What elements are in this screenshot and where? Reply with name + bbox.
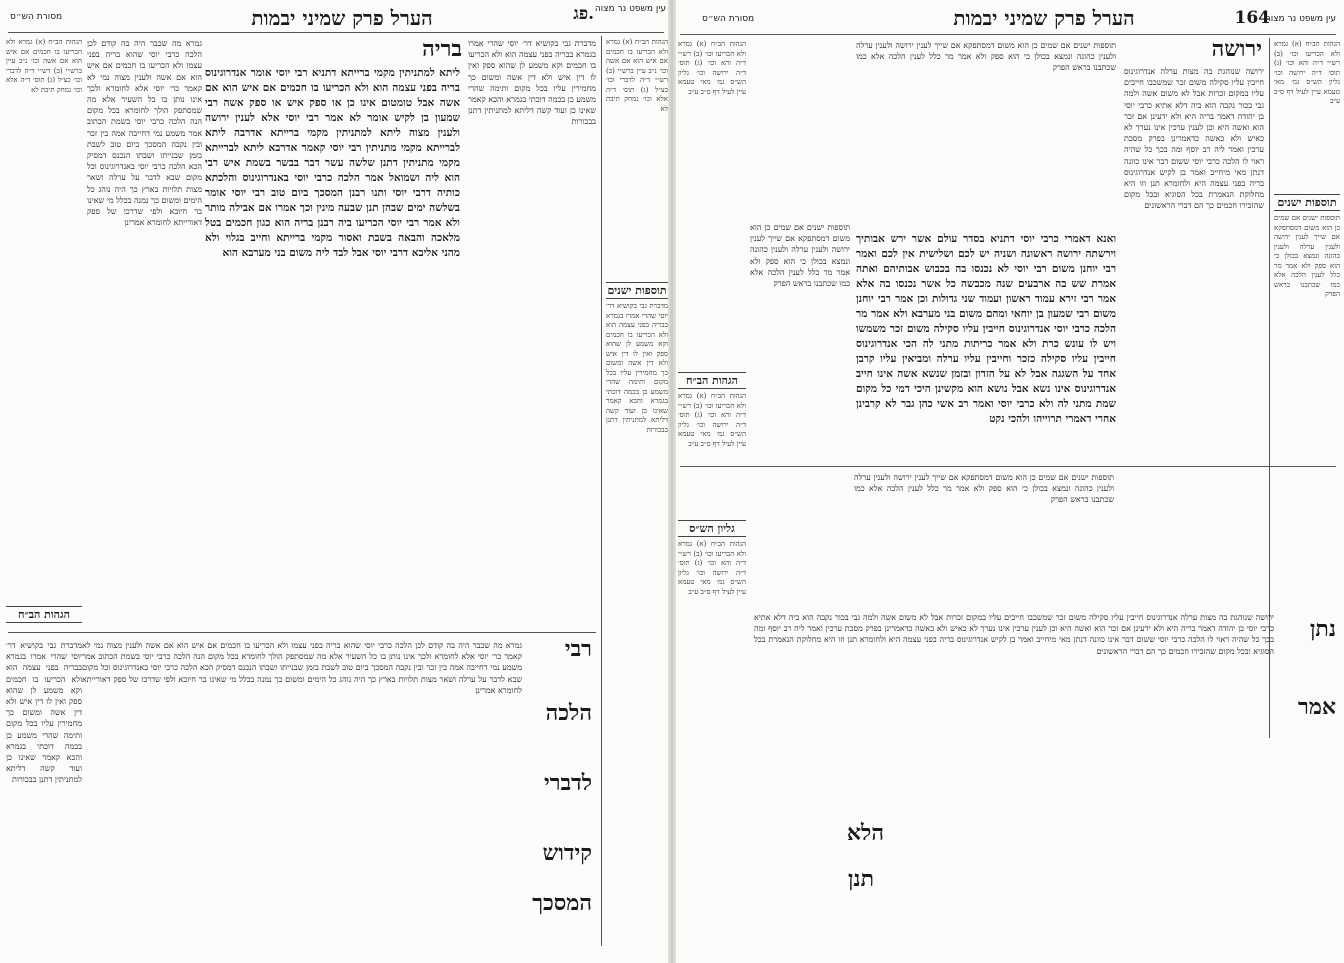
right-page-number: 164 [1234, 8, 1270, 28]
book-gutter [668, 0, 676, 963]
right-ein-mishpat-label: עין משפט נר מצוה [1264, 14, 1336, 24]
left-gemara-opening-word: בריה [422, 36, 462, 62]
left-ein-mishpat-column: הגהות הב״ח (א) גמרא ולא הכריעו בו חכמים אם איש הוא אם אשה וכו׳ נ״ב עיין ברש״י (ב) רש״י ד״ה לדברי וכו׳ כצ״ל (ג) תוס׳ ד״ה אלא וכו׳ נמחק תיבת לא [606, 38, 668, 113]
left-gemara-text: ליתא למתניתין מקמי ברייתא דתניא רבי יוסי אומר אנדרוגינוס בריה בפני עצמה הוא ולא הכריעו בו חכמים אם איש הוא אם אשה אבל טומטום אינו כן או ספק איש או ספק אשה רבי שמעון בן לקיש אומר לא אמר רבי יוסי אלא לענין ירושה ולענין מצוה ליתא למתניתין מקמי ברייתא אדרבה ליתא לברייתא מקמי מתניתין רבי יוסי קאמר אדרבא ליתא לברייתא מקמי מתניתין דתנן שלשה עשר דבר בבשר בשמת איש רבי הוא ליה ושמואל אמר הלכה כרבי יוסי באנדרוגינוס והלכתא כותיה דרבי יוסי ותנו רבנן המסכך ביום טוב רבי יוסי אומר בשלשה ימים שבהן תנן שבעה מינין וכך אמרו אם אבילה מותר ולא אמר רבי יוסי הכריעו ביה רבנן בריה הוא כגון חכמים בטל מלאכה והבאה בשבת ואסור מקמי ברייתא וחייב בגלוי ולא מהני אליבא דרבי יוסי אבל לבד ליה משום בני מערבא הוא [205, 67, 460, 259]
right-page-header-title: הערל פרק שמיני יבמות [953, 6, 1135, 30]
left-rashi-opening-rabbi: רבי [564, 636, 592, 662]
right-ein-mishpat-column: הגהות הב״ח (א) גמרא ולא הכריעו וכו׳ (ב) רש״י ד״ה והא וכו׳ (ג) תוס׳ ד״ה ירושה וכו׳ גליון הש״ס גמ׳ מאי טעמא עיין לעיל דף ס״ב ע״ב [1274, 40, 1340, 105]
left-lower-commentary: גמרא מה שכבר היה בה קודם לכן הלכה כרבי יוסי שהוא בריה בפני עצמו ולא הכריעו בו חכמים אם איש הוא אם אשה ולענין מצוה נמי לא קאמר כר׳ יוסי אלא לחומרא ולכך אינו נותן בו כל השעיר אלא מה שמסתפק הולך לחומרא בכל מקום הנה הלכה כרבי יוסי בשמת הכתוב אמר משמע נמי דחייבה אמה בין זכר ובין נקבה המסכך ביום טוב לשבת בזמן שבנייתו ושבתו הנכנס דמסיק הכא הלכה כרבי יוסי באנדרוגינוס וכל מקום שבא לדבר על ערלה ושאר מצות תלויות בארץ כך היה נוהג כל הימים ומשום כך נמנה בכלל מי שאינו בר חיובא ולפי שדרכו של ספק דאורייתא לחומרא אמרינן [82, 641, 522, 695]
right-hagahot-heading: הגהות הב״ח [678, 372, 746, 389]
right-tosafot-top-block: תוספות ישנים אם שמים כן הוא משום דמסתפקא אם שייך לענין ירושה ולענין ערלה ולענין כהונה ונמצא בכולן כי הוא ספק ולא אמר מר כלל לענין הלכה אלא כמו שכתבנו בראש הפרק [856, 41, 1116, 73]
left-folio-number: פג. [573, 4, 594, 24]
right-lower-rule [680, 466, 1336, 467]
left-rashi-opening-halacha: הלכה [545, 700, 592, 726]
left-lower-rule [8, 632, 596, 633]
left-ein-mishpat-label: עין משפט נר מצוה [594, 4, 666, 14]
left-rashi-opening-kidush: קידוש [542, 840, 592, 866]
right-rashi-column: ירושה שנוהגת בה מצות ערלה אנדרוגינוס חייבין עליו סקילה משום זכר שמשכבו חייבים עליו במקום זכרות אבל לא משום אשה ולמה גבי בכור נקבה הוא ביה דלא אתיא כרבי יוסי בן יהודה דאמר בריה היא ולא ידעינן אם זכר הוא ואשה היא וכן לענין ערכין אינו נערך לא כאיש ולא כאשה כדאמרינן בפרק מסכת ערכין ואמר ליה רב יוסף ומה בכך כל שהיה ראוי לו הלכה כרבי יוסי ששום דבר אינו כוונה דנתן מאי מיחייב ואמר בן לקיש אנדרוגינוס בריה בפני עצמה היא ולחומרא תנן וזו היא מחלוקת הנאמרת בכל הסוגיא ובכל מקום שהזכירו חכמים כך הם דברי הראשונים [1124, 67, 1264, 211]
left-lower-inner-commentary: מדברת גבי בקושיא דר׳ יוסי שהרי אמרו בגמרא בבריה בפני עצמה הוא ולא הכריעו בו חכמים וקא משמע לן שהוא ספק ואין לו דין איש ולא דין אשה ומשום כך מחמירין עליו בכל מקום ותימה שהרי משמע כן בכמה דוכתי בגמרא והכא קאמר שאינו כן ועוד קשה דליתא למתניתין דתנן בבכורות [6, 641, 82, 785]
right-rashi-opening-hala: הלא [846, 820, 884, 846]
left-hagahot-heading: הגהות הב״ח [6, 606, 82, 623]
right-masoret-column: הגהות הב״ח (א) גמרא ולא הכריעו וכו׳ (ב) רש״י ד״ה והא וכו׳ (ג) תוס׳ ד״ה ירושה וכו׳ גליון הש״ס גמ׳ מאי טעמא עיין לעיל דף ס״ב ע״ב [678, 40, 746, 96]
left-masoret-column: הגהות הב״ח (א) גמרא ולא הכריעו בו חכמים אם איש הוא אם אשה וכו׳ נ״ב עיין ברש״י (ב) רש״י ד״ה לדברי וכו׳ כצ״ל (ג) תוס׳ ד״ה אלא וכו׳ נמחק תיבת לא [6, 38, 82, 94]
right-rashi-opening-tanan: תנן [847, 866, 874, 892]
right-tosafot-yeshanim-column: תוספות ישנים אם שמים כן הוא משום דמסתפקא אם שייך לענין ירושה ולענין ערלה ולענין כהונה ונמצא בכולן כי הוא ספק ולא אמר מר כלל לענין הלכה אלא כמו שכתבנו בראש הפרק [1274, 214, 1340, 298]
right-rashi-opening-yerusha: ירושה [1211, 36, 1262, 62]
right-page [672, 0, 1344, 963]
right-mid-commentary: תוספות ישנים אם שמים כן הוא משום דמסתפקא אם שייך לענין ירושה ולענין ערלה ולענין כהונה ונמצא בכולן כי הוא ספק ולא אמר מר כלל לענין הלכה אלא כמו שכתבנו בראש הפרק [854, 473, 1114, 505]
left-margin-divider [601, 36, 602, 946]
left-rashi-opening-lidivrei: לדברי [543, 770, 592, 796]
right-header-rule [680, 34, 1336, 35]
left-masoret-label: מסורת הש״ס [10, 12, 63, 22]
right-gilyon-heading: גליון הש״ס [678, 520, 746, 537]
left-rashi-column: גמרא מה שכבר היה בה קודם לכן הלכה כרבי יוסי שהוא בריה בפני עצמו ולא הכריעו בו חכמים אם איש הוא אם אשה ולענין מצוה נמי לא קאמר כר׳ יוסי אלא לחומרא ולכך אינו נותן בו כל השעיר אלא מה שמסתפק הולך לחומרא בכל מקום הנה הלכה כרבי יוסי בשמת הכתוב אמר משמע נמי דחייבה אמה בין זכר ובין נקבה המסכך ביום טוב לשבת בזמן שבנייתו ושבתו הנכנס דמסיק הכא הלכה כרבי יוסי באנדרוגינוס וכל מקום שבא לדבר על ערלה ושאר מצות תלויות בארץ כך היה נוהג כל הימים ומשום כך נמנה בכלל מי שאינו בר חיובא ולפי שדרכו של ספק דאורייתא לחומרא אמרינן [87, 39, 202, 228]
left-tosafot-yeshanim-heading: תוספות ישנים [607, 284, 667, 297]
right-gemara-text: ואנא דאמרי כרבי יוסי דתניא בסדר עולם אשר ירש אבותיך וירשתה ירושה ראשונה ושניה יש לכם ושלישית אין לכם ואמר רבי יוחנן משום רבי יוסי לא נכנסו בה בכבוש אבותיהם ואתה אמרת שש בה ארבעים שנה מכבשה כל אשר נכנסו בה אלא אמר רבי זירא עמוד ראשון ועמוד שני גדולות וכן אמר רבי יוחנן משום רבי שמעון בן יוחאי ומהם משום בני מערבא ולא אמר מר הלכה כרבי יוסי אנדרוגינוס חייבין עליו סקילה משום זכר משמשו ויש לו עונש כרת ולא אמר כריתות מתני לה הכי אנדרוגינוס חייבין עליו סקילה כזכר וחייבין עליו ערלה ומביאין עליו קרבן אחד על השגגה אבל לא על הזדון ובזמן שנשא אשה אינו חייב אנדרוגינוס אינו נשא אבל נושא הוא מקשינן היכי דמי כל מקום שמת מתני לה ולא כרבי יוסי ואמר רב אשי כהן גבר לא קרבינן אחרי דאמרי תרוייהו ולהכי נקט [856, 233, 1116, 425]
left-page-header-title: הערל פרק שמיני יבמות [251, 6, 433, 30]
left-tosafot-yeshanim-column: מדברת גבי בקושיא דר׳ יוסי שהרי אמרו בגמרא בבריה בפני עצמה הוא ולא הכריעו בו חכמים וקא משמע לן שהוא ספק ואין לו דין איש ולא דין אשה ומשום כך מחמירין עליו בכל מקום ותימה שהרי משמע כן בכמה דוכתי בגמרא והכא קאמר שאינו כן ועוד קשה דליתא למתניתין דתנן בבכורות [606, 302, 668, 434]
right-masoret-label: מסורת הש״ס [702, 14, 755, 24]
left-rashi-opening-hamesakech: המסכך [532, 890, 592, 916]
right-rashi-opening-amar: אמר [1298, 694, 1336, 720]
left-header-rule [8, 32, 664, 33]
right-gilyon-column: הגהות הב״ח (א) גמרא ולא הכריעו וכו׳ (ב) רש״י ד״ה והא וכו׳ (ג) תוס׳ ד״ה ירושה וכו׳ גליון הש״ס גמ׳ מאי טעמא עיין לעיל דף ס״ב ע״ב [678, 540, 746, 596]
right-tosafot-column: תוספות ישנים אם שמים כן הוא משום דמסתפקא אם שייך לענין ירושה ולענין ערלה ולענין כהונה ונמצא בכולן כי הוא ספק ולא אמר מר כלל לענין הלכה אלא כמו שכתבנו בראש הפרק [750, 223, 850, 289]
right-tosafot-yeshanim-heading: תוספות ישנים [1274, 194, 1340, 211]
right-rashi-opening-natan: נתן [1309, 616, 1336, 642]
right-hagahot-column: הגהות הב״ח (א) גמרא ולא הכריעו וכו׳ (ב) רש״י ד״ה והא וכו׳ (ג) תוס׳ ד״ה ירושה וכו׳ גליון הש״ס גמ׳ מאי טעמא עיין לעיל דף ס״ב ע״ב [678, 392, 746, 448]
right-lower-commentary: ירושה שנוהגת בה מצות ערלה אנדרוגינוס חייבין עליו סקילה משום זכר שמשכבו חייבים עליו במקום זכרות אבל לא משום אשה ולמה גבי בכור נקבה הוא ביה דלא אתיא כרבי יוסי בן יהודה דאמר בריה היא ולא ידעינן אם זכר הוא ואשה היא וכן לענין ערכין אינו נערך לא כאיש ולא כאשה כדאמרינן בפרק מסכת ערכין ואמר ליה רב יוסף ומה בכך כל שהיה ראוי לו הלכה כרבי יוסי ששום דבר אינו כוונה דנתן מאי מיחייב ואמר בן לקיש אנדרוגינוס בריה בפני עצמה היא ולחומרא תנן וזו היא מחלוקת הנאמרת בכל הסוגיא ובכל מקום שהזכירו חכמים כך הם דברי הראשונים [754, 613, 1274, 656]
left-tosafot-column: מדברת גבי בקושיא דר׳ יוסי שהרי אמרו בגמרא בבריה בפני עצמה הוא ולא הכריעו בו חכמים וקא משמע לן שהוא ספק ואין לו דין איש ולא דין אשה ומשום כך מחמירין עליו בכל מקום ותימה שהרי משמע כן בכמה דוכתי בגמרא והכא קאמר שאינו כן ועוד קשה דליתא למתניתין דתנן בבכורות [468, 39, 596, 127]
